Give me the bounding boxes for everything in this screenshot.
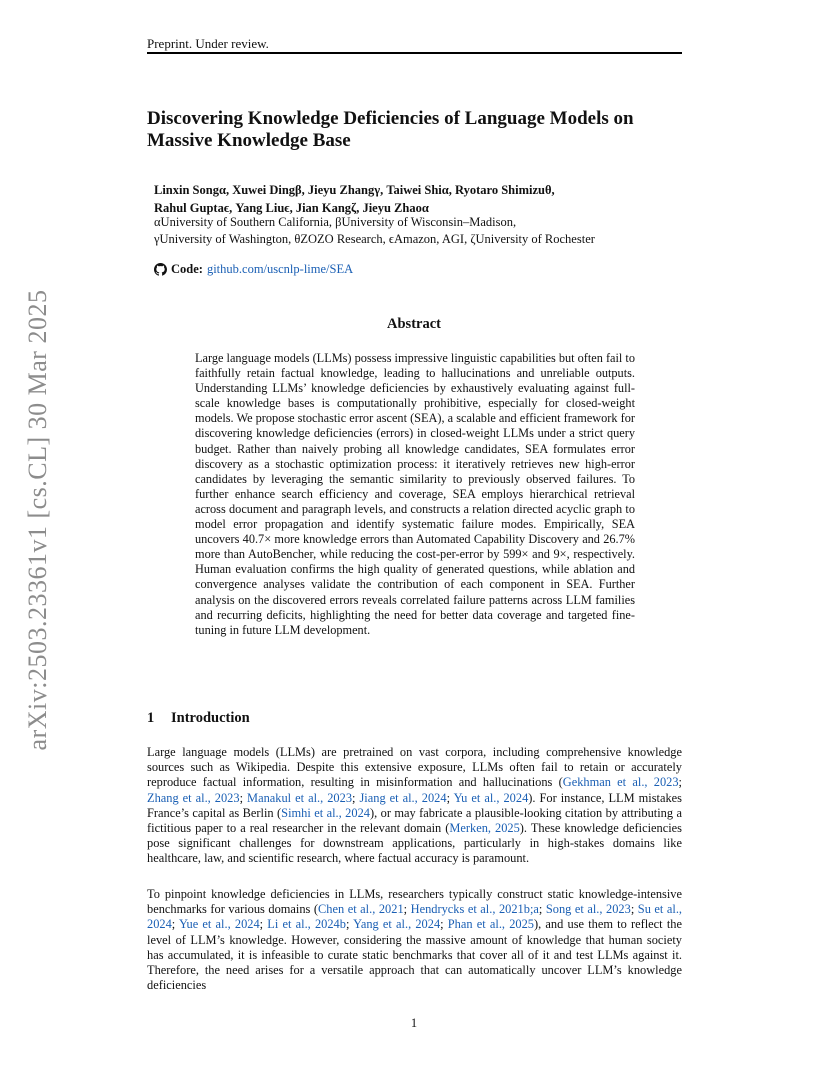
arxiv-identifier: arXiv:2503.23361v1 [cs.CL] 30 Mar 2025 [23,289,52,751]
page-number: 1 [410,1016,418,1030]
abstract-body: Large language models (LLMs) possess impressive linguistic capabilities but often fail to faithfully retain factual knowledge, leading to hallucinations and unreliable outputs. Understanding LLMs’ knowledge deficiencies by exhaustively evaluating against full-scale knowledge bases is computationally prohibitive, especially for closed-weight models. We propose stochastic error ascent (SEA), a scalable and efficient framework for discovering knowledge deficiencies (errors) in closed-weight LLMs under a strict query budget. Rather than naively probing all knowledge candidates, SEA formulates error discovery as a stochastic optimization process: it iteratively retrieves new high-error candidates by leveraging the semantic similarity to previously observed failures. To further enhance search efficiency and coverage, SEA employs hierarchical retrieval across document and paragraph levels, and constructs a relation directed acyclic graph to model error propagation and identify systematic failure modes. Empirically, SEA uncovers 40.7× more knowledge errors than Automated Capability Discovery and 26.7% more than AutoBencher, while reducing the cost-per-error by 599× and 9×, respectively. Human evaluation confirms the high quality of generated questions, while ablation and convergence analyses validate the contribution of each component in SEA. Further analysis on the discovered errors reveals correlated failure patterns across LLM families and recurring deficits, highlighting the need for better data coverage and targeted fine-tuning in future LLM development. [195,351,635,637]
intro-paragraph-2: To pinpoint knowledge deficiencies in LLMs, researchers typically construct static knowledge-intensive benchmarks for various domains (Chen et al., 2021; Hendrycks et al., 2021b;a; Song et al., 2023; Su et al., 2024; Yue et al., 2024; Li et al., 2024b; Yang et al., 2024; Phan et al., 2025), and use them to reflect the level of LLM’s knowledge. However, considering the massive amount of knowledge that human society has accumulated, it is infeasible to curate static benchmarks that cover all of it and test LLMs against it. Therefore, the need arises for a versatile approach that can automatically uncover LLM’s knowledge deficiencies [147,887,683,993]
author-line-1: Linxin Songα, Xuwei Dingβ, Jieyu Zhangγ, Taiwei Shiα, Ryotaro Shimizuθ, [154,183,555,197]
citation-link[interactable]: Li et al., 2024b [267,917,346,932]
section-number: 1 [147,710,155,726]
code-link[interactable]: github.com/uscnlp-lime/SEA [206,262,354,276]
affiliation-line-1: αUniversity of Southern California, βUniversity of Wisconsin–Madison, [154,215,517,229]
header-rule [147,52,682,54]
affiliation-line-2: γUniversity of Washington, θZOZO Research, ϵAmazon, AGI, ζUniversity of Rochester [154,232,595,246]
citation-link[interactable]: Hendrycks et al., 2021b;a [410,902,539,917]
citation-link[interactable]: Simhi et al., 2024 [281,805,370,820]
section-title: Introduction [171,710,250,726]
citation-link[interactable]: Yue et al., 2024 [178,917,260,932]
citation-link[interactable]: Yang et al., 2024 [353,917,441,932]
citation-link[interactable]: Gekhman et al., 2023 [562,775,679,790]
section-heading-introduction [147,710,250,727]
author-line-2: Rahul Guptaϵ, Yang Liuϵ, Jian Kangζ, Jieyu Zhaoα [154,201,429,215]
author-list [154,181,694,217]
citation-link[interactable]: Chen et al., 2021 [318,902,404,917]
running-header: Preprint. Under review. [147,36,269,51]
abstract-heading: Abstract [387,316,441,332]
citation-link[interactable]: Zhang et al., 2023 [147,790,240,805]
paper-title: Discovering Knowledge Deficiencies of Language Models on Massive Knowledge Base [147,108,634,151]
citation-link[interactable]: Manakul et al., 2023 [247,790,353,805]
code-label: Code: [171,262,203,276]
citation-link[interactable]: Merken, 2025 [449,821,520,836]
citation-link[interactable]: Yu et al., 2024 [453,790,529,805]
citation-link[interactable]: Song et al., 2023 [545,902,631,917]
intro-paragraph-1: Large language models (LLMs) are pretrained on vast corpora, including comprehensive knowledge sources such as Wikipedia. Despite this extensive exposure, LLMs often fail to retain or accurately reproduce factual information, resulting in misinformation and hallucinations (Gekhman et al., 2023; Zhang et al., 2023; Manakul et al., 2023; Jiang et al., 2024; Yu et al., 2024). For instance, LLM mistakes France’s capital as Berlin (Simhi et al., 2024), or may fabricate a plausible-looking citation by attributing a fictitious paper to a real researcher in the relevant domain (Merken, 2025). These knowledge deficiencies pose significant challenges for downstream applications, particularly in high-stakes domains like healthcare, law, and scientific research, where factual accuracy is paramount. [147,745,683,866]
arxiv-sidebar-stamp [18,285,58,755]
citation-link[interactable]: Su et al., 2024 [147,902,683,932]
code-availability [154,262,353,277]
citation-link[interactable]: Phan et al., 2025 [447,917,534,932]
github-icon [154,263,167,276]
affiliations [154,214,694,248]
citation-link[interactable]: Jiang et al., 2024 [359,790,447,805]
